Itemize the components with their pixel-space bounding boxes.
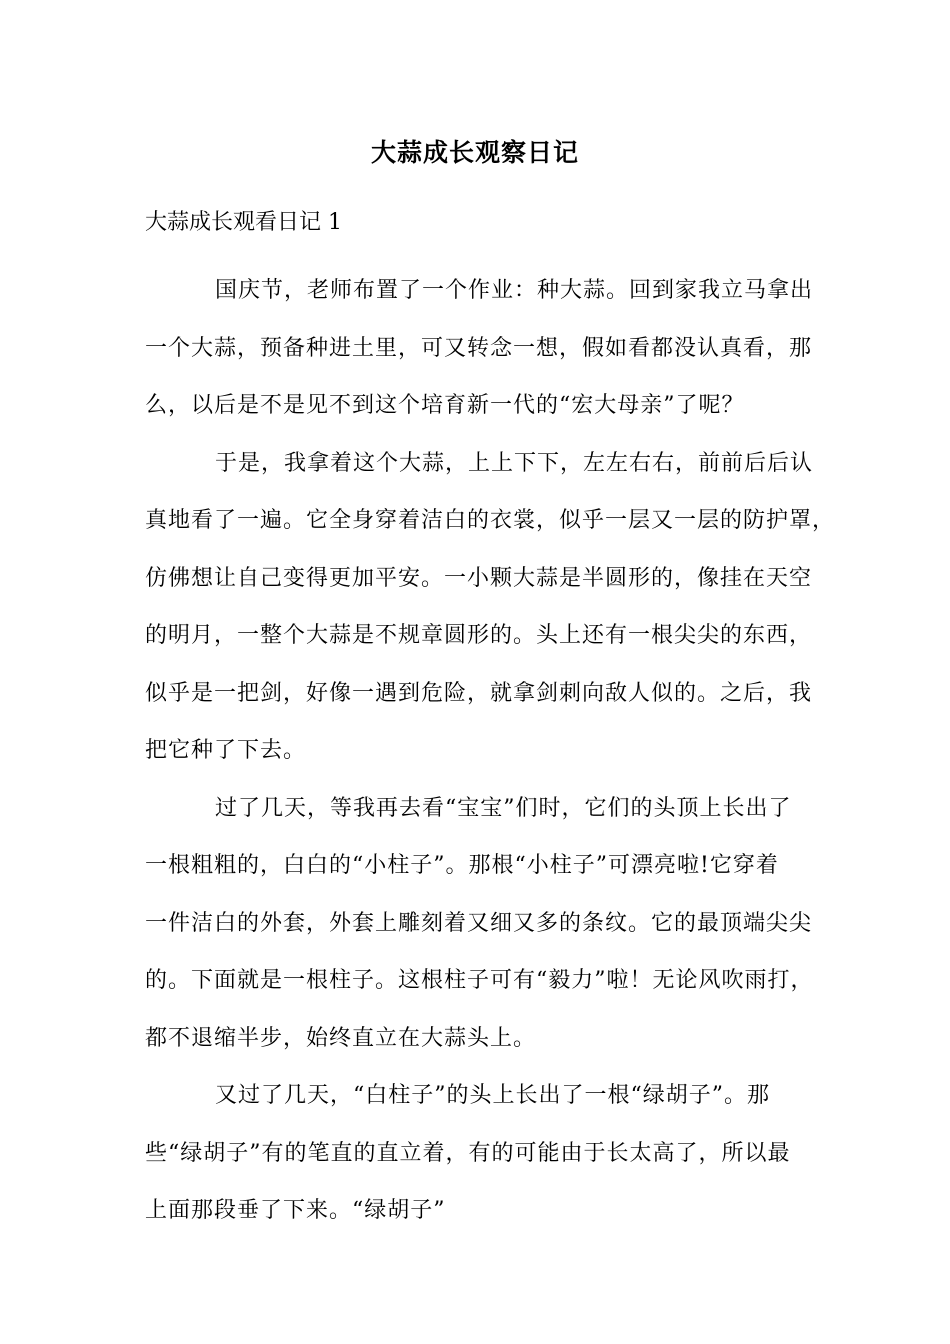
- paragraph-1-line-3: 么，以后是不是见不到这个培育新一代的“宏大母亲”了呢？: [145, 393, 745, 418]
- paragraph-4-line-3: 上面那段垂了下来。“绿胡子”: [145, 1198, 446, 1223]
- paragraph-4-line-1: 又过了几天，“白柱子”的头上长出了一根“绿胡子”。那: [215, 1083, 770, 1108]
- paragraph-2-line-2: 真地看了一遍。它全身穿着洁白的衣裳，似乎一层又一层的防护罩，: [145, 508, 836, 533]
- paragraph-3-line-5: 都不退缩半步，始终直立在大蒜头上。: [145, 1025, 537, 1051]
- document-title: 大蒜成长观察日记: [370, 138, 579, 167]
- document-subtitle: 大蒜成长观看日记 1: [145, 210, 342, 235]
- paragraph-2-line-1: 于是，我拿着这个大蒜，上上下下，左左右右，前前后后认: [215, 450, 814, 476]
- paragraph-3-line-4: 的。下面就是一根柱子。这根柱子可有“毅力”啦！无论风吹雨打，: [145, 968, 814, 993]
- paragraph-2-line-4: 的明月，一整个大蒜是不规章圆形的。头上还有一根尖尖的东西，: [145, 623, 813, 648]
- paragraph-1-line-2: 一个大蒜，预备种进土里，可又转念一想，假如看都没认真看，那: [145, 335, 813, 361]
- paragraph-2-line-3: 仿佛想让自己变得更加平安。一小颗大蒜是半圆形的，像挂在天空: [145, 565, 813, 591]
- paragraph-3-line-3: 一件洁白的外套，外套上雕刻着又细又多的条纹。它的最顶端尖尖: [145, 910, 813, 936]
- document-body: [145, 262, 836, 1240]
- paragraph-2-line-5: 似乎是一把剑，好像一遇到危险，就拿剑刺向敌人似的。之后，我: [145, 680, 813, 706]
- paragraph-4-line-2: 些“绿胡子”有的笔直的直立着，有的可能由于长太高了，所以最: [145, 1140, 791, 1166]
- paragraph-3-line-1: 过了几天，等我再去看“宝宝”们时，它们的头顶上长出了: [215, 795, 792, 821]
- paragraph-1-line-1: 国庆节，老师布置了一个作业：种大蒜。回到家我立马拿出: [215, 278, 814, 303]
- paragraph-2-line-6: 把它种了下去。: [145, 738, 307, 763]
- paragraph-3-line-2: 一根粗粗的，白白的“小柱子”。那根“小柱子”可漂亮啦!它穿着: [145, 853, 779, 878]
